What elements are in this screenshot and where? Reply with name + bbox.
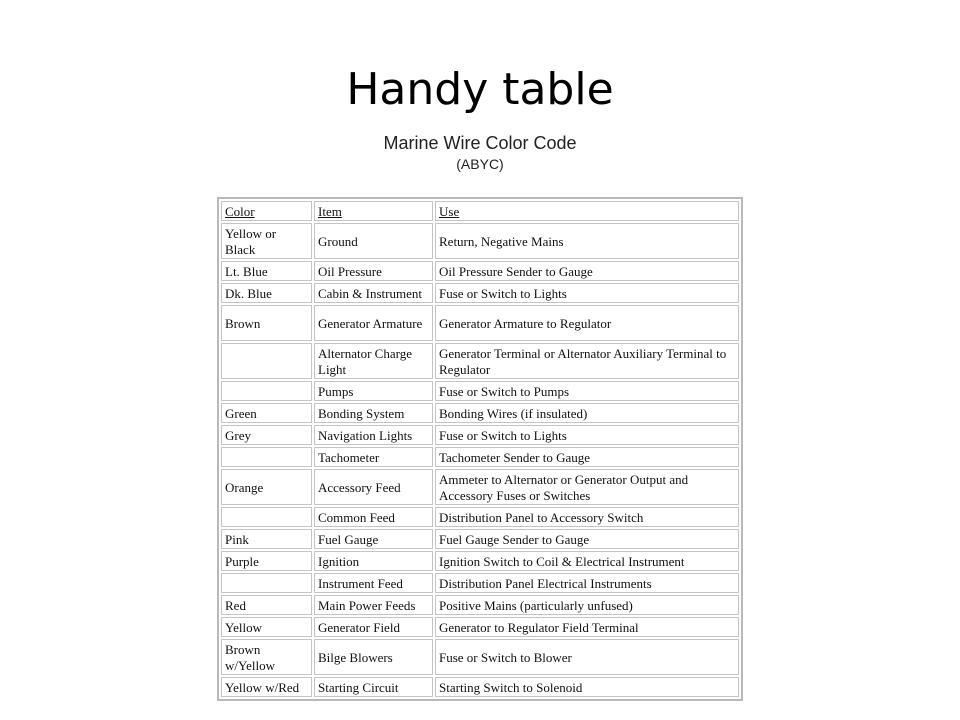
table-row <box>221 447 739 467</box>
cell-item: Oil Pressure <box>314 261 433 281</box>
table-row <box>221 261 739 281</box>
cell-item: Starting Circuit <box>314 677 433 697</box>
cell-use: Positive Mains (particularly unfused) <box>435 595 739 615</box>
cell-use: Distribution Panel Electrical Instruments <box>435 573 739 593</box>
cell-item: Instrument Feed <box>314 573 433 593</box>
cell-item: Alternator Charge Light <box>314 343 433 379</box>
cell-item: Generator Field <box>314 617 433 637</box>
cell-item: Bonding System <box>314 403 433 423</box>
table-row <box>221 425 739 445</box>
cell-item: Navigation Lights <box>314 425 433 445</box>
table-row <box>221 595 739 615</box>
cell-use: Starting Switch to Solenoid <box>435 677 739 697</box>
cell-color <box>221 573 312 593</box>
table-row <box>221 469 739 505</box>
cell-use: Ignition Switch to Coil & Electrical Instrument <box>435 551 739 571</box>
cell-use: Oil Pressure Sender to Gauge <box>435 261 739 281</box>
table-row <box>221 617 739 637</box>
table-row <box>221 381 739 401</box>
cell-use: Generator Terminal or Alternator Auxiliary Terminal to Regulator <box>435 343 739 379</box>
cell-color <box>221 381 312 401</box>
table-row <box>221 573 739 593</box>
slide-title: Handy table <box>346 64 614 115</box>
cell-use: Return, Negative Mains <box>435 223 739 259</box>
table-row <box>221 677 739 697</box>
table-row <box>221 305 739 341</box>
cell-use: Fuse or Switch to Pumps <box>435 381 739 401</box>
cell-color: Orange <box>221 469 312 505</box>
table-caption-subtitle: (ABYC) <box>456 156 504 172</box>
table-row <box>221 551 739 571</box>
cell-color: Purple <box>221 551 312 571</box>
cell-color <box>221 447 312 467</box>
table-row <box>221 403 739 423</box>
cell-color: Brown w/Yellow <box>221 639 312 675</box>
cell-color: Yellow <box>221 617 312 637</box>
cell-item: Cabin & Instrument <box>314 283 433 303</box>
cell-item: Pumps <box>314 381 433 401</box>
table-row <box>221 529 739 549</box>
cell-item: Ignition <box>314 551 433 571</box>
cell-item: Common Feed <box>314 507 433 527</box>
table-row <box>221 343 739 379</box>
table-row <box>221 507 739 527</box>
table-row <box>221 639 739 675</box>
cell-item: Accessory Feed <box>314 469 433 505</box>
cell-color: Dk. Blue <box>221 283 312 303</box>
cell-use: Generator Armature to Regulator <box>435 305 739 341</box>
cell-item: Bilge Blowers <box>314 639 433 675</box>
cell-item: Tachometer <box>314 447 433 467</box>
cell-color <box>221 343 312 379</box>
cell-use: Fuel Gauge Sender to Gauge <box>435 529 739 549</box>
cell-use: Distribution Panel to Accessory Switch <box>435 507 739 527</box>
wire-color-table <box>217 197 743 701</box>
cell-use: Bonding Wires (if insulated) <box>435 403 739 423</box>
cell-color: Grey <box>221 425 312 445</box>
cell-use: Generator to Regulator Field Terminal <box>435 617 739 637</box>
cell-color <box>221 507 312 527</box>
cell-color: Brown <box>221 305 312 341</box>
table-row <box>221 283 739 303</box>
cell-use: Ammeter to Alternator or Generator Output and Accessory Fuses or Switches <box>435 469 739 505</box>
cell-color: Yellow w/Red <box>221 677 312 697</box>
cell-use: Fuse or Switch to Lights <box>435 283 739 303</box>
cell-color: Green <box>221 403 312 423</box>
header-use: Use <box>435 201 739 221</box>
cell-use: Fuse or Switch to Blower <box>435 639 739 675</box>
header-item: Item <box>314 201 433 221</box>
cell-color: Lt. Blue <box>221 261 312 281</box>
cell-use: Fuse or Switch to Lights <box>435 425 739 445</box>
header-color: Color <box>221 201 312 221</box>
cell-use: Tachometer Sender to Gauge <box>435 447 739 467</box>
cell-item: Generator Armature <box>314 305 433 341</box>
table-row <box>221 223 739 259</box>
cell-item: Main Power Feeds <box>314 595 433 615</box>
cell-color: Red <box>221 595 312 615</box>
table-header-row <box>221 201 739 221</box>
cell-color: Yellow or Black <box>221 223 312 259</box>
cell-color: Pink <box>221 529 312 549</box>
cell-item: Ground <box>314 223 433 259</box>
table-caption-title: Marine Wire Color Code <box>383 133 577 153</box>
cell-item: Fuel Gauge <box>314 529 433 549</box>
